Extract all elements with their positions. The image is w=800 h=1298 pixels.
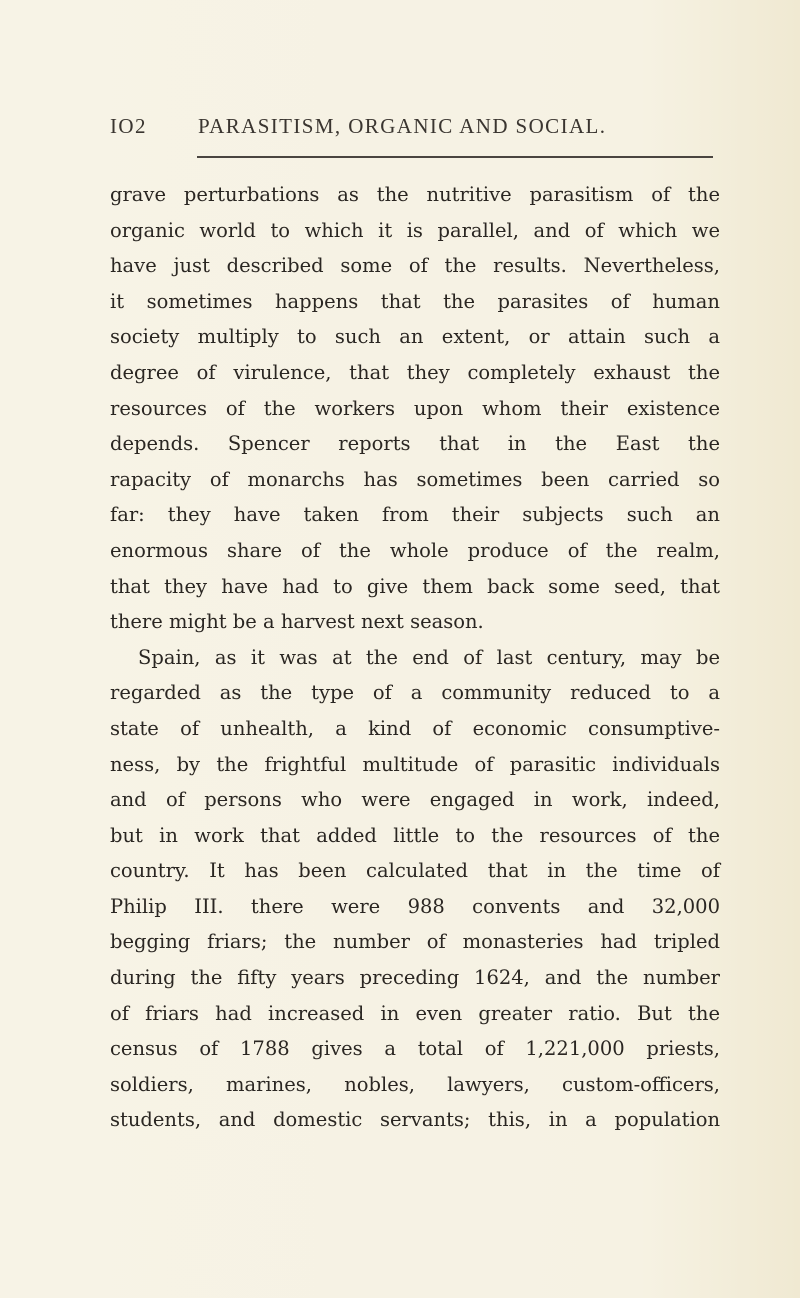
page-number: IO2 <box>110 114 147 138</box>
text-line: it sometimes happens that the parasites of human <box>110 289 720 313</box>
text-line: grave perturbations as the nutritive parasitism of the <box>110 183 720 206</box>
text-line: regarded as the type of a community reduced to a <box>110 681 720 705</box>
text-line: depends. Spencer reports that in the East the <box>110 432 720 456</box>
text-line: during the fifty years preceding 1624, and the number <box>110 966 720 990</box>
text-line: Spain, as it was at the end of last century, may be <box>138 645 720 669</box>
body-text <box>110 177 720 1138</box>
text-line: ness, by the frightful multitude of parasitic individuals <box>110 752 720 776</box>
text-line: enormous share of the whole produce of the realm, <box>110 538 720 562</box>
text-line: but in work that added little to the resources of the <box>110 823 720 847</box>
text-line: students, and domestic servants; this, in a population <box>110 1108 720 1132</box>
text-line: resources of the workers upon whom their existence <box>110 396 720 420</box>
text-line: Philip III. there were 988 convents and 32,000 <box>110 894 720 918</box>
page-header <box>110 104 720 144</box>
header-rule <box>197 156 713 158</box>
text-line: census of 1788 gives a total of 1,221,000 priests, <box>110 1037 720 1061</box>
text-line: soldiers, marines, nobles, lawyers, custom-officers, <box>110 1072 720 1096</box>
text-line: far: they have taken from their subjects such an <box>110 503 720 527</box>
text-line: of friars had increased in even greater ratio. But the <box>110 1001 720 1025</box>
running-head: PARASITISM, ORGANIC AND SOCIAL. <box>198 114 607 138</box>
text-line: that they have had to give them back some seed, that <box>110 574 720 598</box>
text-line: degree of virulence, that they completely exhaust the <box>110 360 720 384</box>
text-line: begging friars; the number of monasteries had tripled <box>110 930 720 954</box>
text-line: rapacity of monarchs has sometimes been carried so <box>110 467 720 491</box>
text-line: society multiply to such an extent, or attain such a <box>110 325 720 349</box>
text-line: state of unhealth, a kind of economic consumptive- <box>110 716 720 740</box>
text-line: and of persons who were engaged in work, indeed, <box>110 788 720 812</box>
text-line: country. It has been calculated that in the time of <box>110 859 720 883</box>
text-line: have just described some of the results. Nevertheless, <box>110 254 720 278</box>
text-line: organic world to which it is parallel, and of which we <box>110 218 720 242</box>
text-line: there might be a harvest next season. <box>110 610 484 634</box>
